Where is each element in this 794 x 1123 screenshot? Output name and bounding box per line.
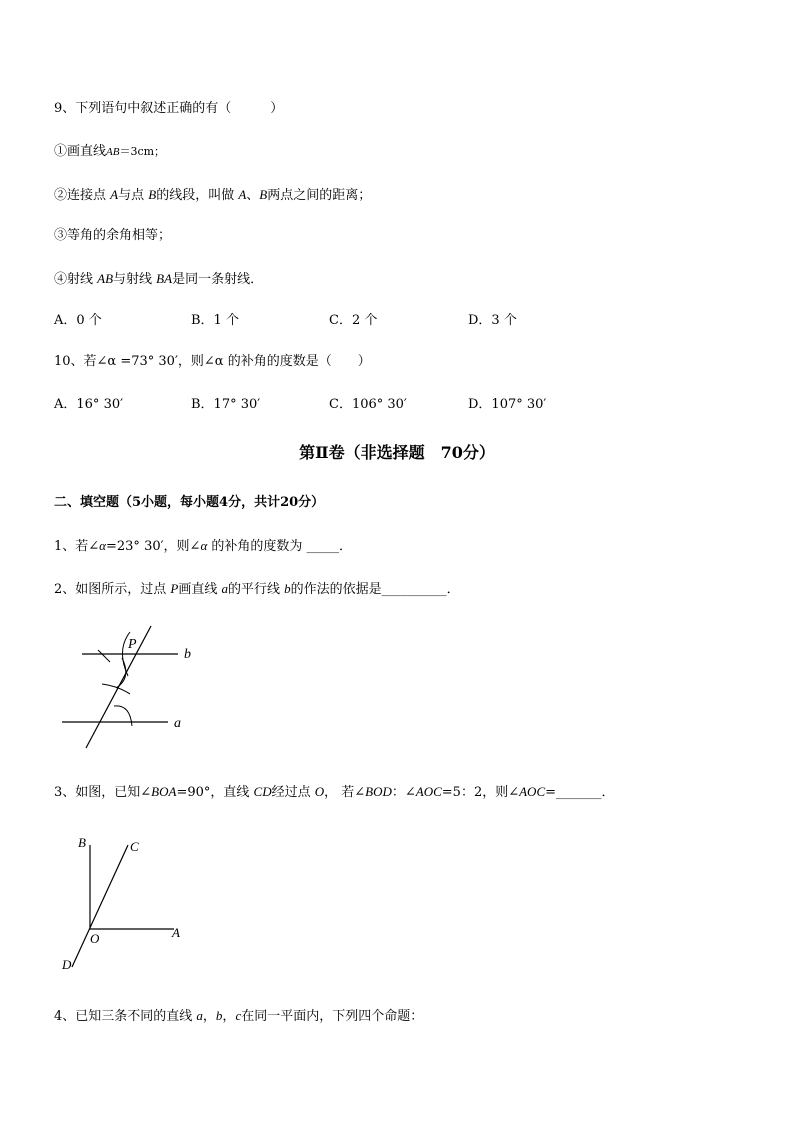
part2-title: 第Ⅱ卷（非选择题 70分） — [299, 443, 495, 462]
f3-bod: BOD — [365, 784, 392, 799]
q9-s2-post: 两点之间的距离； — [267, 188, 372, 203]
f3-aoc2: AOC — [519, 784, 546, 799]
parallel-construction-figure — [58, 620, 198, 755]
line-cd — [72, 845, 128, 967]
q9-s2-a2: A — [238, 187, 247, 202]
f3-pre: 3、如图，已知∠ — [54, 785, 152, 800]
f4-s1: ， — [202, 1009, 216, 1024]
f2-post: 的作法的依据是__________． — [290, 582, 460, 597]
f1-alpha: α — [99, 538, 106, 553]
q9-statement-4 — [54, 270, 263, 289]
f2-p: P — [170, 581, 179, 596]
fill-section-heading: 二、填空题（5小题，每小题4分，共计20分） — [54, 495, 325, 510]
label-o: O — [90, 931, 100, 946]
f4-s2: ， — [222, 1009, 236, 1024]
q9-s4-mid: 与射线 — [113, 272, 157, 287]
q10-option-c: C．106° 30′ — [329, 397, 407, 412]
q9-s4-ab: AB — [97, 271, 114, 286]
transversal-line — [86, 626, 151, 748]
q9-statement-3: ③等角的余角相等； — [54, 228, 172, 243]
f2-mid1: 画直线 — [178, 582, 222, 597]
q9-option-b: B．1 个 — [191, 313, 239, 328]
f4-b: b — [215, 1008, 223, 1023]
fill-q3 — [54, 783, 615, 802]
f2-b: b — [284, 581, 291, 596]
f2-mid2: 的平行线 — [228, 582, 285, 597]
f3-mid3: ， 若∠ — [324, 785, 366, 800]
q9-statement-1 — [54, 143, 165, 161]
q9-option-d: D．3 个 — [468, 313, 517, 328]
f3-o: O — [314, 784, 325, 799]
f2-pre: 2、如图所示，过点 — [54, 582, 171, 597]
q10-option-a: A．16° 30′ — [54, 397, 124, 412]
label-b: b — [184, 647, 191, 662]
label-c: C — [130, 839, 139, 854]
q9-s2-mid2: 的线段，叫做 — [156, 188, 239, 203]
f1-alpha2: α — [200, 538, 208, 553]
q9-s2-b2: B — [259, 187, 268, 202]
f4-post: 在同一平面内，下列四个命题： — [241, 1009, 424, 1024]
f4-c: c — [235, 1008, 242, 1023]
f3-mid2: 经过点 — [271, 785, 315, 800]
q9-s2-pre: ②连接点 — [54, 188, 111, 203]
label-a: A — [172, 925, 180, 940]
q9-s2-mid1: 与点 — [118, 188, 149, 203]
q10-stem: 10、若∠α =73° 30′，则∠α 的补角的度数是（ ） — [54, 354, 371, 369]
f3-mid4: ：∠ — [391, 785, 416, 800]
q9-statement-2 — [54, 186, 371, 205]
fill-q4 — [54, 1007, 423, 1026]
q9-stem: 9、下列语句中叙述正确的有（ ） — [54, 101, 284, 116]
q9-s1-ab: AB — [106, 146, 120, 158]
arc-at-a — [114, 706, 132, 726]
q9-option-c: C．2 个 — [329, 313, 378, 328]
f4-a: a — [196, 1008, 203, 1023]
q9-s4-pre: ④射线 — [54, 272, 98, 287]
tick-mark — [98, 650, 110, 662]
f3-cd: CD — [253, 784, 272, 799]
f1-pre: 1、若∠ — [54, 539, 100, 554]
fill-q2 — [54, 580, 460, 599]
q9-s4-post: 是同一条射线． — [172, 272, 264, 287]
arc-cross-1 — [116, 658, 126, 688]
fill-q1 — [54, 537, 352, 556]
q9-s1-post: ＝3cm； — [119, 145, 166, 158]
f2-a: a — [221, 581, 228, 596]
f1-mid: =23° 30′，则∠ — [106, 539, 201, 554]
q9-option-a: A．0 个 — [54, 313, 102, 328]
f3-mid1: =90°，直线 — [176, 785, 254, 800]
q9-s2-b: B — [148, 187, 157, 202]
q9-s1-pre: ①画直线 — [54, 144, 107, 159]
f3-aoc: AOC — [415, 784, 442, 799]
angle-figure — [58, 833, 193, 973]
label-d: D — [62, 957, 72, 972]
label-b: B — [78, 835, 86, 850]
label-a: a — [174, 716, 181, 731]
q9-s2-a: A — [110, 187, 119, 202]
q9-s4-ba: BA — [156, 271, 173, 286]
q10-option-d: D．107° 30′ — [468, 397, 547, 412]
q9-s2-sep: 、 — [246, 188, 260, 203]
f3-mid5: =5：2，则∠ — [441, 785, 520, 800]
f3-post: =_______． — [545, 785, 615, 800]
f4-pre: 4、已知三条不同的直线 — [54, 1009, 197, 1024]
f1-post: 的补角的度数为 _____． — [207, 539, 353, 554]
label-p: P — [128, 637, 137, 652]
q10-option-b: B．17° 30′ — [191, 397, 261, 412]
f3-boa: BOA — [151, 784, 177, 799]
